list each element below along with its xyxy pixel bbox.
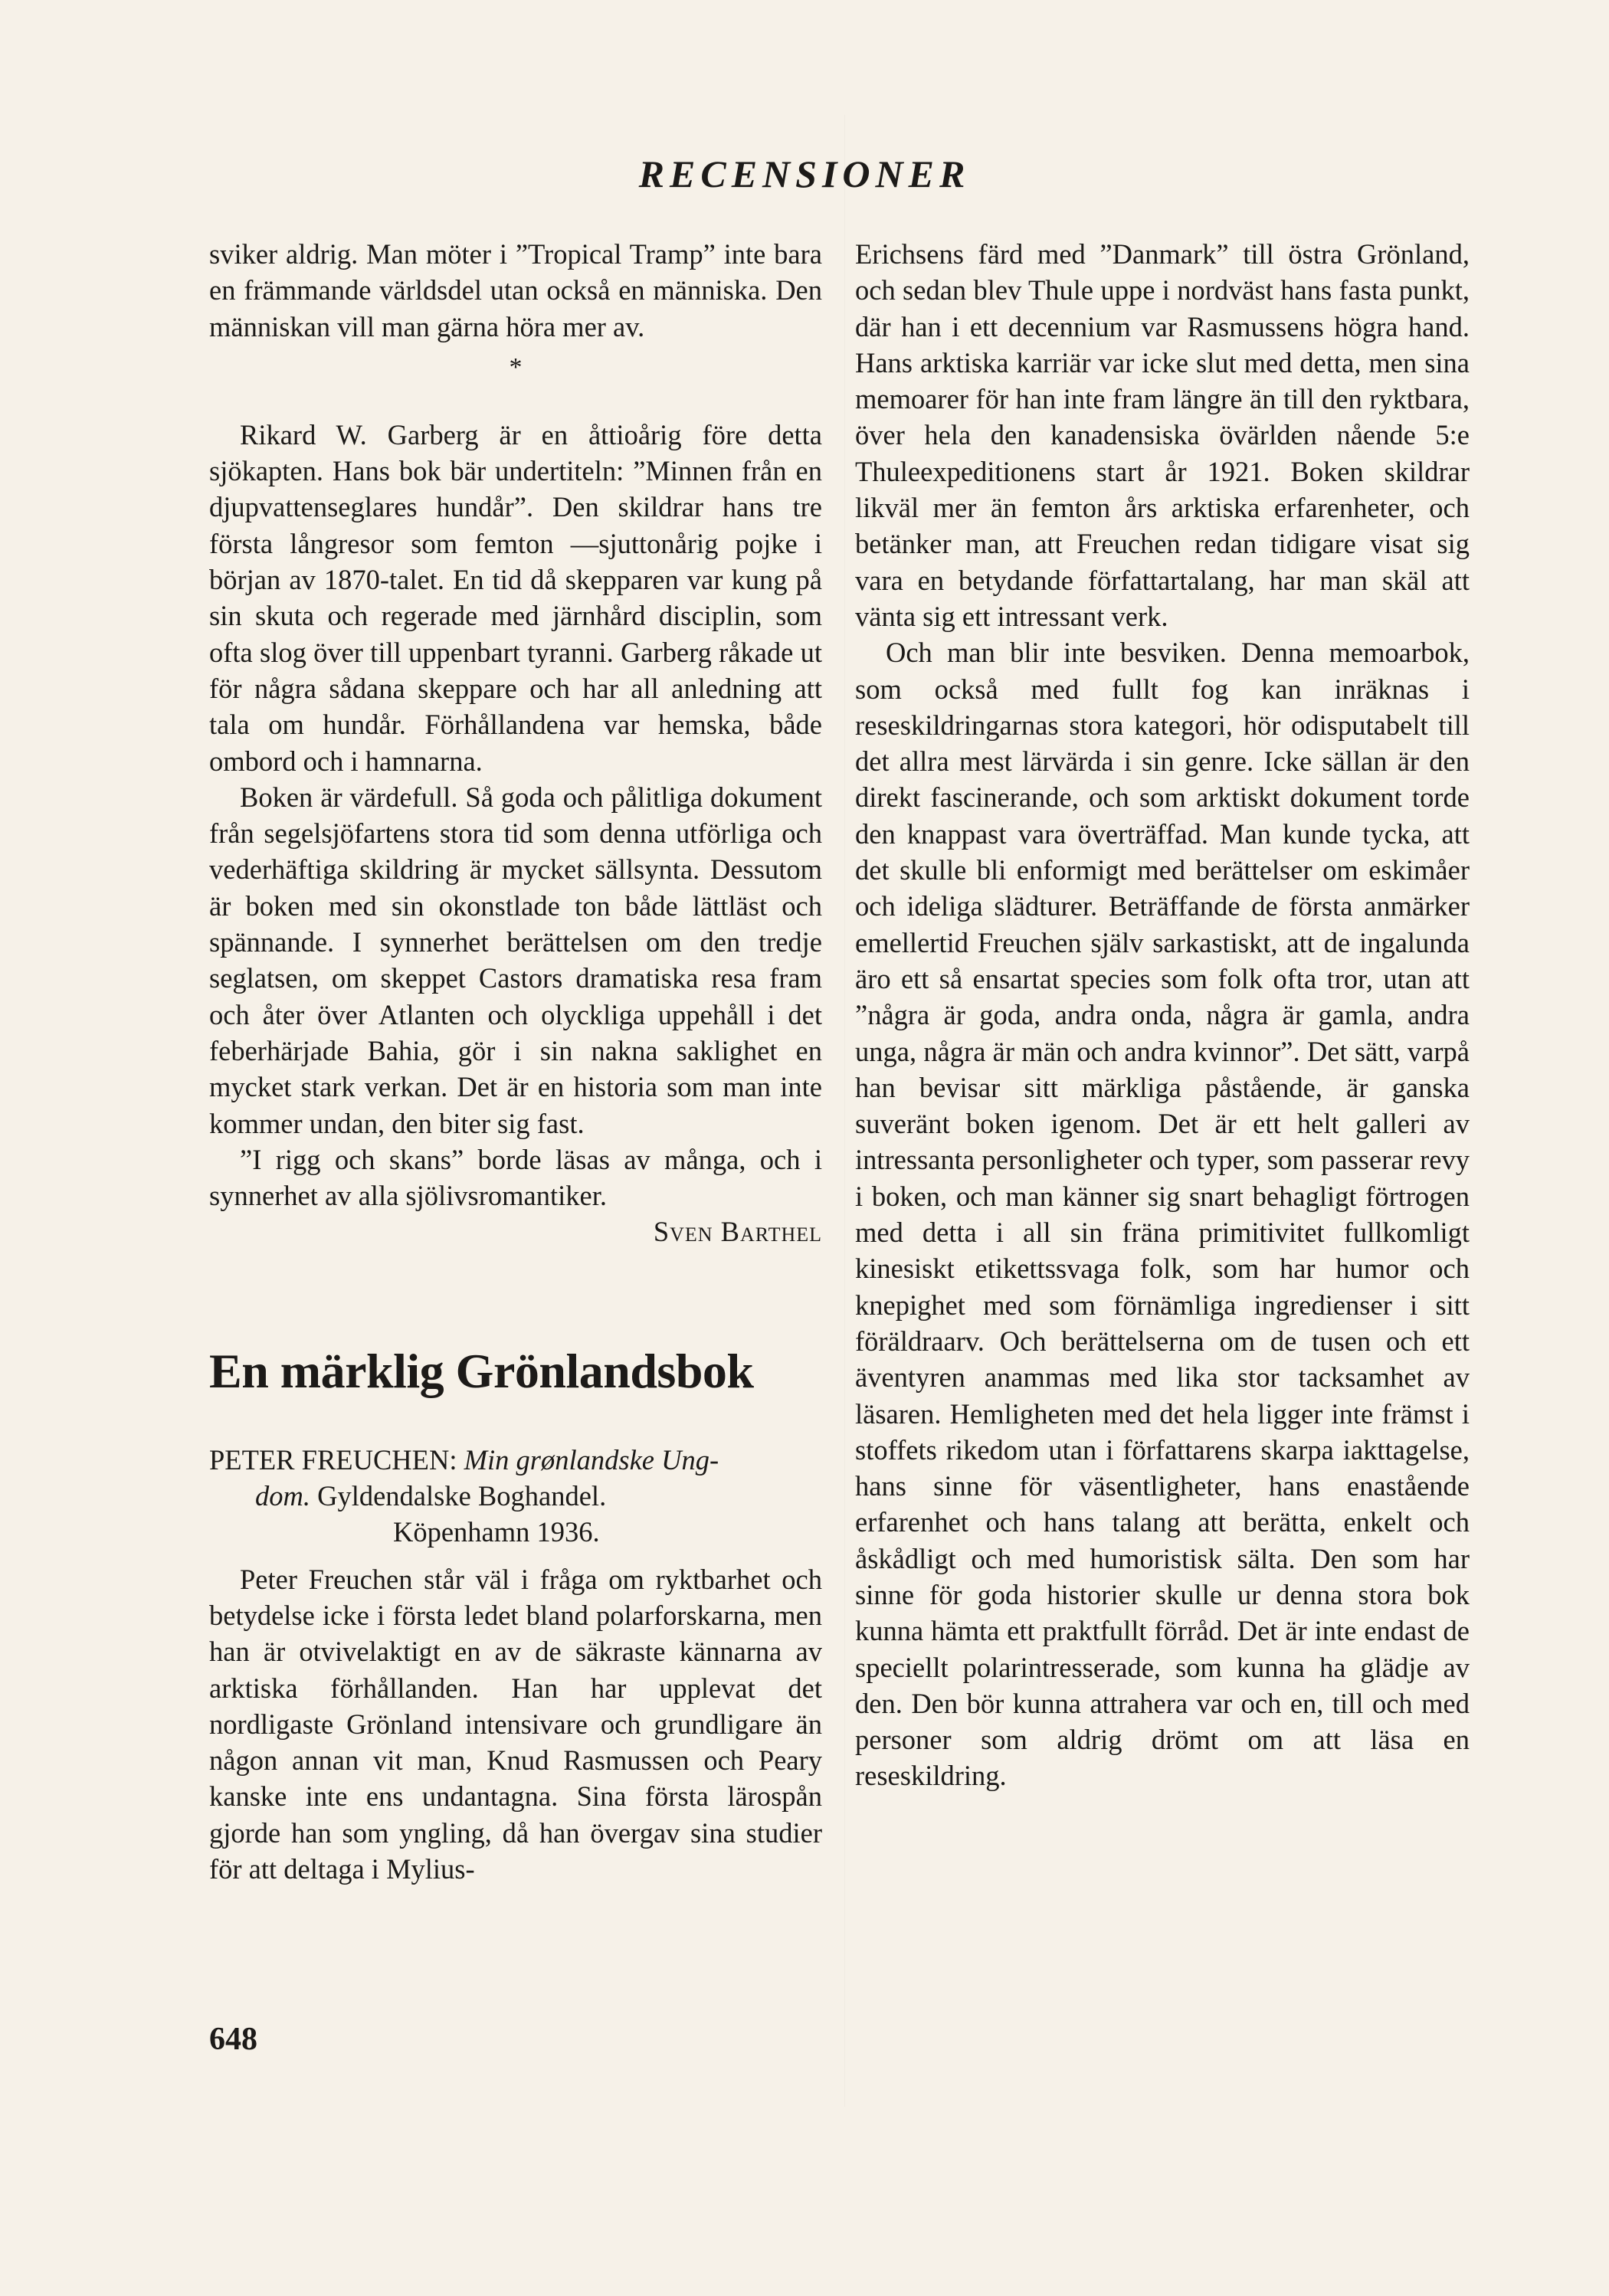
running-head: RECENSIONER bbox=[638, 152, 971, 195]
freuchen-paragraph: Peter Freuchen står väl i fråga om ryktbarhet och betydelse icke i första ledet bland polarforskarna, men han är otvivelaktigt en av de säkraste kännarna av arktiska förhållanden. Han har upplevat det nordligaste Grönland intensivare och grundligare än någon annan vit man, Knud Rasmussen och Peary kanske inte ens undantagna. Sina första lärospån gjorde han som yngling, då han övergav sina studier för att deltaga i Mylius- bbox=[209, 1563, 822, 1885]
review-paragraph: Och man blir inte besviken. Denna memoarbok, som också med fullt fog kan inräknas i reseskildringarnas stora kategori, hör odisputabelt till det allra mest lärvärda i sin genre. Icke sällan är den direkt fascinerande, och som arktiskt dokument torde den knappast vara överträffad. Man kunde tycka, att det skulle bli enformigt med berättelser om eskimåer och ideliga slädturer. Beträffande de första anmärker emellertid Freuchen själv sarkastiskt, att de ingalunda äro ett så ensartat species som folk ofta tror, utan att ”några är goda, andra onda, några är gamla, andra unga, några är män och andra kvinnor”. Det sätt, varpå han bevisar sitt märkliga påstående, är ganska suveränt boken igenom. Det är ett helt galleri av intressanta personligheter och typer, som passerar revy i boken, och man känner sig snart behagligt förtrogen med detta i all sin fräna primitivitet fullkomligt kinesiskt etikettssvaga folk, som har humor och knepighet med som förnämliga ingredienser i sitt föräldraarv. Och berättelserna om de tusen och ett äventyren anammas med lika stor tacksamhet av läsaren. Hemligheten med det hela ligger inte främst i stoffets rikedom utan i författarens skarpa iakttagelse, hans sinne för väsentligheter, hans enastående erfarenhet och hans talang att berätta, enkelt och åskådligt och med humoristisk sälta. Den som har sinne för goda historier skulle ur denna stora bok kunna hämta ett praktfullt förråd. Det är inte endast de speciellt polarintresserade, som kunna ha glädje av den. Den bör kunna attrahera var och en, till och med personer som aldrig drömt om att läsa en reseskildring. bbox=[855, 637, 1470, 1792]
right-column bbox=[855, 236, 1470, 1794]
biblio-place-year: Köpenhamn 1936. bbox=[393, 1516, 600, 1548]
column-gutter bbox=[844, 115, 845, 2107]
reviewer-signature: Sven Barthel bbox=[653, 1216, 822, 1248]
bibliographic-entry bbox=[209, 1442, 822, 1551]
garberg-paragraph: Rikard W. Garberg är en åttioårig före detta sjökapten. Hans bok bär undertiteln: ”Minnen från en djupvattenseglares hundår”. Den skildrar hans tre första långresor som femton —sjuttonårig pojke i början av 1870-talet. En tid då skepparen var kung på sin skuta och regerade med järnhård disciplin, som ofta slog över till uppenbart tyranni. Garberg råkade ut för några sådana skeppare och har all anledning att tala om hundår. Förhållandena var hemska, både ombord och i hamnarna. bbox=[209, 418, 822, 777]
left-column bbox=[209, 236, 822, 1887]
biblio-title-part2: dom. bbox=[255, 1480, 310, 1512]
intro-paragraph: sviker aldrig. Man möter i ”Tropical Tramp” inte bara en främmande världsdel utan också en människa. Den människan vill man gärna höra mer av. bbox=[209, 238, 822, 342]
biblio-publisher: Gyldendalske Boghandel. bbox=[317, 1480, 607, 1512]
closing-paragraph: ”I rigg och skans” borde läsas av många, och i synnerhet av alla sjölivsromantiker. bbox=[209, 1143, 822, 1212]
biblio-title-part1: Min grønlandske Ung- bbox=[464, 1443, 719, 1476]
section-title: En märklig Grönlandsbok bbox=[209, 1343, 754, 1398]
continuation-paragraph: Erichsens färd med ”Danmark” till östra Grönland, och sedan blev Thule uppe i nordväst hans fasta punkt, där han i ett decennium var Rasmussens högra hand. Hans arktiska karriär var icke slut med detta, men sina memoarer för han inte fram längre än till den ryktbara, över hela den kanadensiska övärlden nående 5:e Thuleexpeditionens start år 1921. Boken skildrar likväl mer än femton års arktiska erfarenheter, och betänker man, att Freuchen redan tidigare visat sig vara en betydande författartalang, har man skäl att vänta sig ett intressant verk. bbox=[855, 238, 1470, 632]
biblio-author: PETER FREUCHEN: bbox=[209, 1443, 457, 1476]
section-separator: * bbox=[509, 352, 523, 382]
page-number: 648 bbox=[209, 2022, 257, 2057]
value-paragraph: Boken är värdefull. Så goda och pålitliga dokument från segelsjöfartens stora tid som denna utförliga och vederhäftiga skildring är mycket sällsynta. Dessutom är boken med sin okonstlade ton både lättläst och spännande. I synnerhet berättelsen om den tredje seglatsen, om skeppet Castors dramatiska resa fram och åter över Atlanten och olyckliga uppehåll i det feberhärjade Bahia, gör i sin nakna saklighet en mycket stark verkan. Det är en historia som man inte kommer undan, den biter sig fast. bbox=[209, 781, 822, 1139]
